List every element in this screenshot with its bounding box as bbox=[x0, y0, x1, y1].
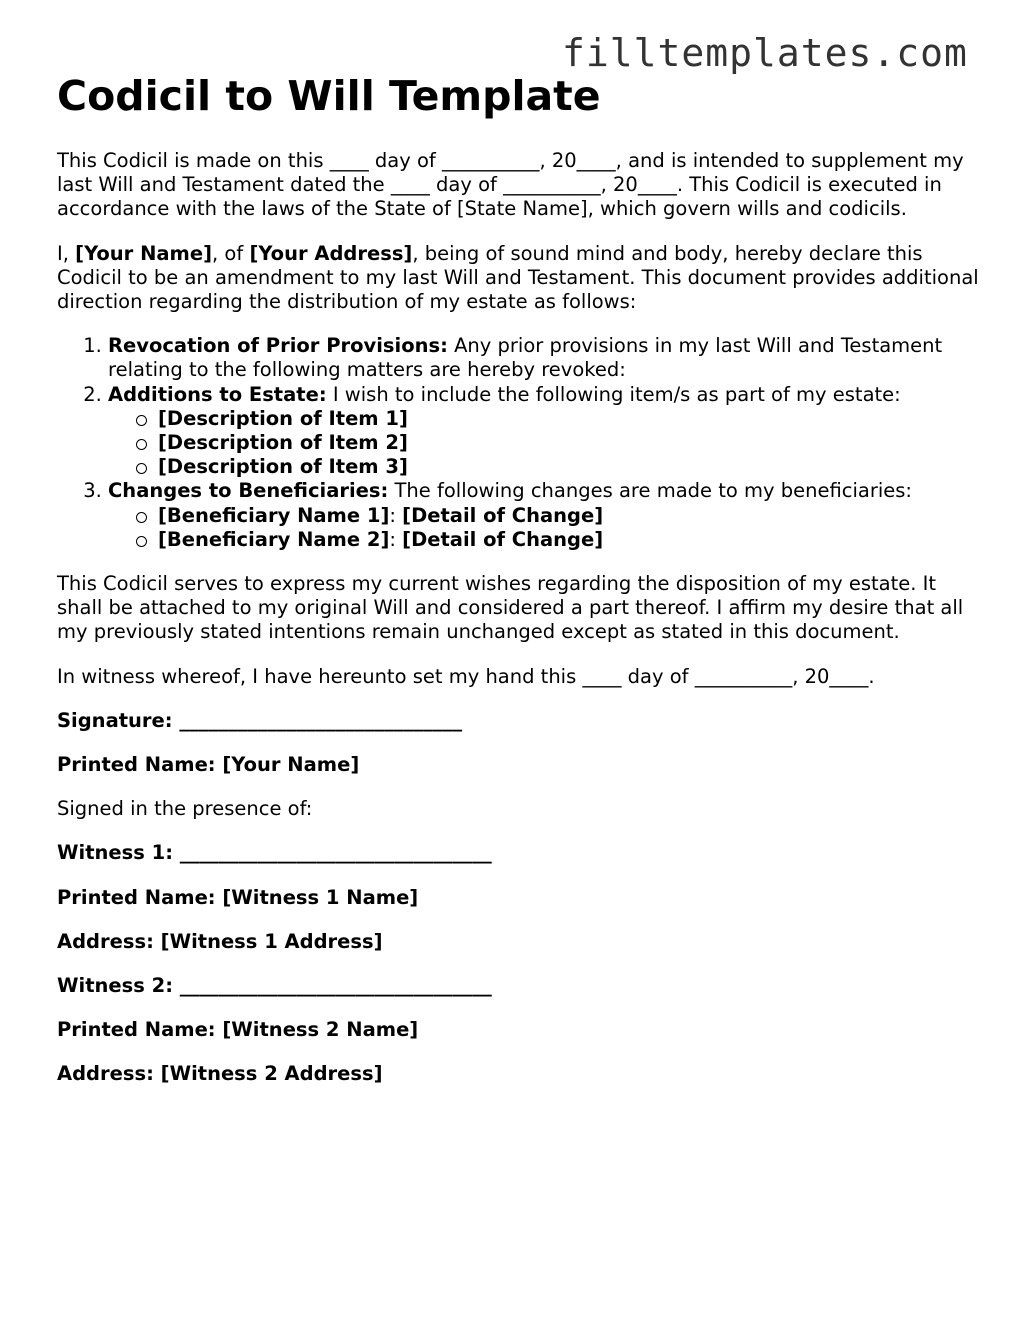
provision-text: Any prior provisions in my last Will and Testament relating to the following matters are hereby revoked: bbox=[108, 334, 943, 382]
provisions-list bbox=[57, 334, 982, 552]
witness1-signature-line: Witness 1: ________________________________ bbox=[57, 841, 492, 865]
witness2-address: Address: [Witness 2 Address] bbox=[57, 1062, 383, 1086]
declaration-paragraph bbox=[57, 242, 982, 315]
signed-presence: Signed in the presence of: bbox=[57, 797, 313, 821]
intro-paragraph: This Codicil is made on this ____ day of __________, 20____, and is intended to supplement my last Will and Testament dated the ____ day of __________, 20____. This Codicil is executed in accordance with the laws of the State of [State Name], which govern wills and codicils. bbox=[57, 149, 964, 221]
declaration-of: , of bbox=[212, 241, 250, 265]
beneficiary-name: [Beneficiary Name 1] bbox=[158, 503, 390, 527]
change-detail: [Detail of Change] bbox=[402, 527, 604, 551]
estate-items-list bbox=[108, 407, 982, 480]
testator-name: [Your Name] bbox=[75, 241, 213, 265]
list-item bbox=[136, 504, 982, 528]
beneficiary-sep: : bbox=[389, 527, 403, 551]
witness1-printed-name: Printed Name: [Witness 1 Name] bbox=[57, 885, 419, 909]
list-item: [Description of Item 1] bbox=[136, 407, 982, 431]
page-title: Codicil to Will Template bbox=[57, 72, 601, 120]
printed-name: Printed Name: [Your Name] bbox=[57, 753, 360, 777]
list-item bbox=[108, 334, 982, 382]
witness1-address: Address: [Witness 1 Address] bbox=[57, 929, 383, 953]
list-item bbox=[108, 383, 982, 480]
provision-text: I wish to include the following item/s as part of my estate: bbox=[326, 382, 901, 406]
testator-address: [Your Address] bbox=[249, 241, 413, 265]
list-item: [Description of Item 2] bbox=[136, 431, 982, 455]
closing-paragraph: This Codicil serves to express my current wishes regarding the disposition of my estate. It shall be attached to my original Will and considered a part thereof. I affirm my desire that all my previously stated intentions remain unchanged except as stated in this document. bbox=[57, 572, 964, 644]
declaration-prefix: I, bbox=[57, 241, 76, 265]
change-detail: [Detail of Change] bbox=[402, 503, 604, 527]
witness-statement: In witness whereof, I have hereunto set my hand this ____ day of __________, 20____. bbox=[57, 664, 875, 688]
witness2-printed-name: Printed Name: [Witness 2 Name] bbox=[57, 1018, 419, 1042]
provision-heading: Changes to Beneficiaries: bbox=[108, 479, 389, 503]
list-item: [Description of Item 3] bbox=[136, 455, 982, 479]
provision-heading: Additions to Estate: bbox=[108, 382, 327, 406]
beneficiary-changes-list bbox=[108, 504, 982, 552]
signature-line: Signature: _____________________________ bbox=[57, 708, 463, 732]
beneficiary-name: [Beneficiary Name 2] bbox=[158, 527, 390, 551]
document-page bbox=[57, 70, 982, 1107]
list-item bbox=[108, 479, 982, 552]
declaration-rest: , being of sound mind and body, hereby declare this Codicil to be an amendment to my last Will and Testament. This document provides additional direction regarding the distribution of my estate as follows: bbox=[57, 241, 979, 314]
provision-heading: Revocation of Prior Provisions: bbox=[108, 334, 448, 358]
list-item bbox=[136, 528, 982, 552]
beneficiary-sep: : bbox=[389, 503, 403, 527]
watermark: filltemplates.com bbox=[562, 31, 968, 75]
provision-text: The following changes are made to my beneficiaries: bbox=[388, 479, 912, 503]
witness2-signature-line: Witness 2: ________________________________ bbox=[57, 974, 492, 998]
